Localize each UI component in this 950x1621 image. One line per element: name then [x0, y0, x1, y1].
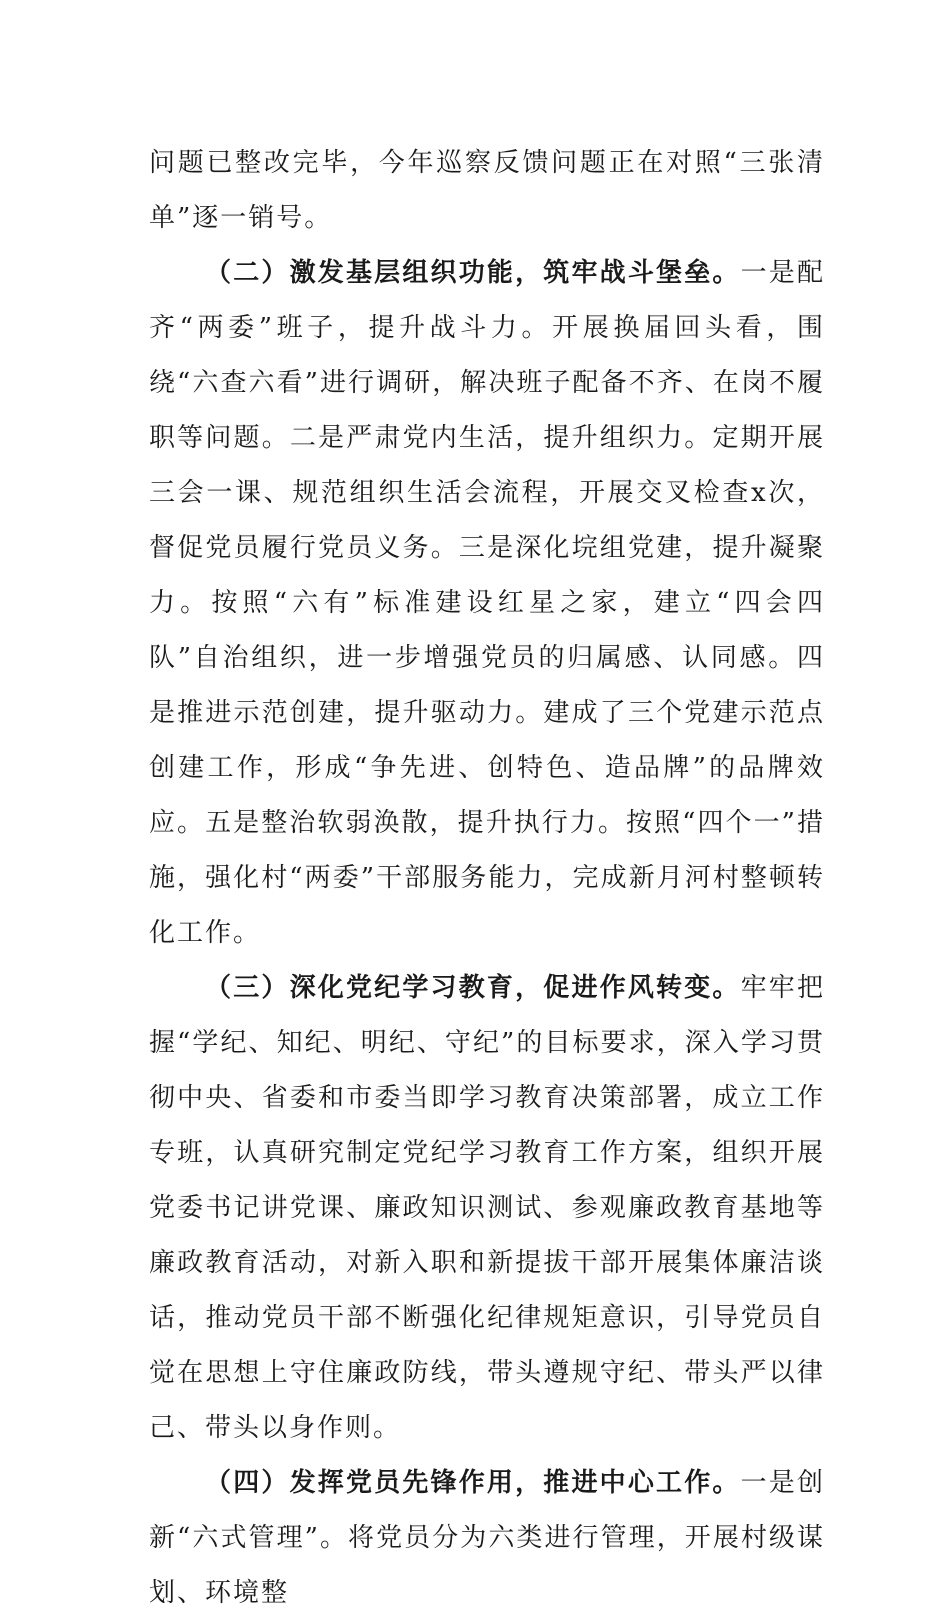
section-paragraph-4: [149, 1456, 825, 1621]
section-heading-2: （二）激发基层组织功能，筑牢战斗堡垒。: [205, 258, 741, 288]
section-text-3: 牢牢把握“学纪、知纪、明纪、守纪”的目标要求，深入学习贯彻中央、省委和市委当即学习教育决策部署，成立工作专班，认真研究制定党纪学习教育工作方案，组织开展党委书记讲党课、廉政知识测试、参观廉政教育基地等廉政教育活动，对新入职和新提拔干部开展集体廉洁谈话，推动党员干部不断强化纪律规矩意识，引导党员自觉在思想上守住廉政防线，带头遵规守纪、带头严以律己、带头以身作则。: [149, 973, 825, 1443]
continuation-paragraph: 问题已整改完毕，今年巡察反馈问题正在对照“三张清单”逐一销号。: [149, 148, 825, 233]
section-paragraph-3: [149, 961, 825, 1456]
document-body: [149, 136, 825, 1621]
section-paragraph-2: [149, 246, 825, 961]
section-heading-3: （三）深化党纪学习教育，促进作风转变。: [205, 973, 741, 1003]
section-text-2: 一是配齐“两委”班子，提升战斗力。开展换届回头看，围绕“六查六看”进行调研，解决班子配备不齐、在岗不履职等问题。二是严肃党内生活，提升组织力。定期开展三会一课、规范组织生活会流程，开展交叉检查x次，督促党员履行党员义务。三是深化垸组党建，提升凝聚力。按照“六有”标准建设红星之家，建立“四会四队”自治组织，进一步增强党员的归属感、认同感。四是推进示范创建，提升驱动力。建成了三个党建示范点创建工作，形成“争先进、创特色、造品牌”的品牌效应。五是整治软弱涣散，提升执行力。按照“四个一”措施，强化村“两委”干部服务能力，完成新月河村整顿转化工作。: [149, 258, 825, 948]
section-text-4: 一是创新“六式管理”。将党员分为六类进行管理，开展村级谋划、环境整: [149, 1468, 825, 1608]
section-heading-4: （四）发挥党员先锋作用，推进中心工作。: [205, 1468, 741, 1498]
